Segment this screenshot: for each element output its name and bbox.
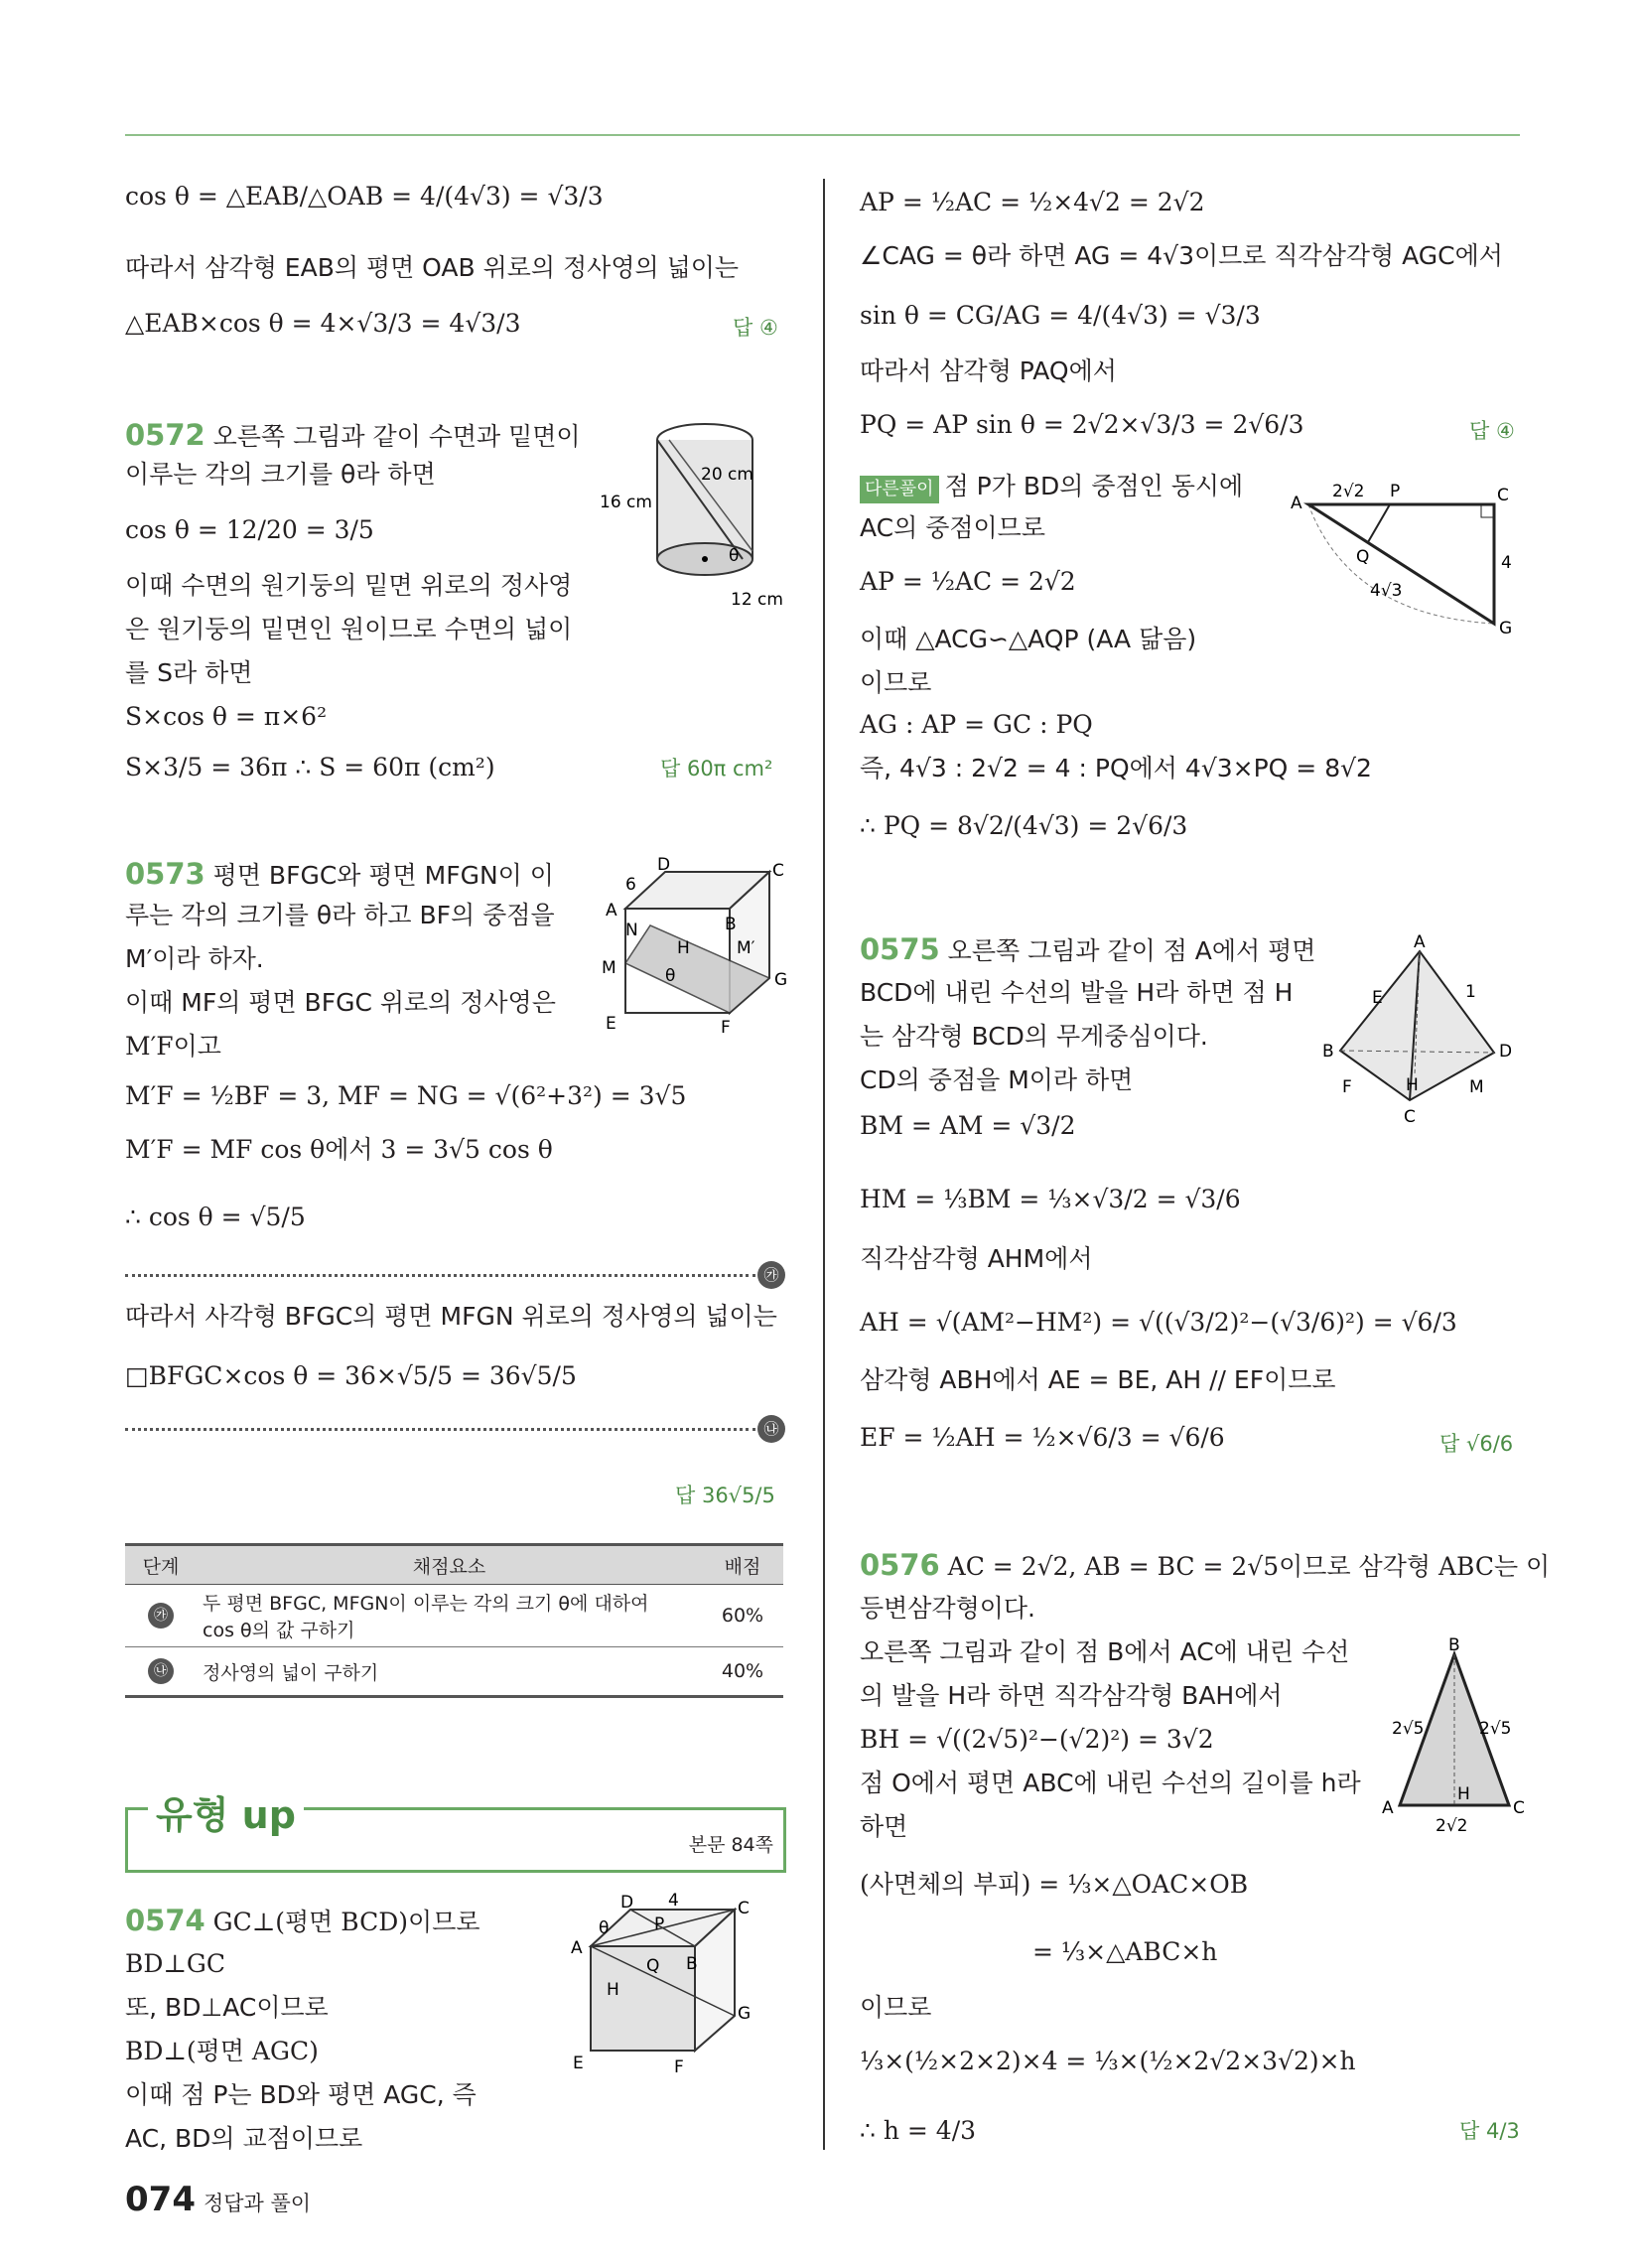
right-line: 하면: [860, 1812, 908, 1841]
table-row: ㉮ 두 평면 BFGC, MFGN이 이루는 각의 크기 θ에 대하여 cos θ의 값 구하기 60%: [125, 1585, 783, 1647]
fig-label: 4: [668, 1892, 679, 1911]
fig-label: C: [1404, 1107, 1416, 1127]
answer: 답 ④: [1469, 419, 1515, 443]
right-line: AG : AP = GC : PQ: [860, 710, 1093, 739]
right-line: AC의 중점이므로: [860, 513, 1045, 542]
right-line: (사면체의 부피) = ⅓×△OAC×OB: [860, 1870, 1249, 1899]
problem-0573: 0573 평면 BFGC와 평면 MFGN이 이: [125, 857, 554, 891]
tetrahedron-figure: [1320, 933, 1519, 1142]
fig-label: M′: [737, 938, 755, 958]
problem-0572: 0572 오른쪽 그림과 같이 수면과 밑면이: [125, 418, 581, 452]
right-line: ∴ PQ = 8√2/(4√3) = 2√6/3: [860, 811, 1188, 840]
right-line: 직각삼각형 AHM에서: [860, 1244, 1093, 1273]
fig-label: H: [677, 938, 690, 958]
right-line: 는 삼각형 BCD의 무게중심이다.: [860, 1022, 1208, 1051]
right-line: 점 O에서 평면 ABC에 내린 수선의 길이를 h라: [860, 1769, 1361, 1797]
fig-label: P: [1390, 482, 1401, 501]
fig-label: 2√5: [1479, 1719, 1512, 1739]
triangle-figure: [1291, 467, 1529, 636]
right-line: 오른쪽 그림과 같이 점 B에서 AC에 내린 수선: [860, 1637, 1350, 1666]
left-line: M′F = MF cos θ에서 3 = 3√5 cos θ: [125, 1135, 553, 1164]
fig-label: E: [606, 1014, 616, 1034]
fig-label: N: [625, 921, 638, 940]
fig-label: A: [606, 901, 617, 921]
left-line: 이때 MF의 평면 BFGC 위로의 정사영은: [125, 988, 556, 1017]
right-line: 즉, 4√3 : 2√2 = 4 : PQ에서 4√3×PQ = 8√2: [860, 754, 1372, 782]
left-line: BD⊥GC: [125, 1949, 226, 1978]
fig-label: F: [674, 2057, 684, 2077]
fig-label: θ: [665, 966, 676, 986]
right-line: AP = ½AC = ½×4√2 = 2√2: [860, 188, 1205, 216]
fig-label: M: [602, 958, 616, 978]
column-divider: [823, 179, 825, 2150]
fig-label: B: [1322, 1042, 1334, 1062]
answer: 답 36√5/5: [675, 1484, 775, 1507]
fig-label: G: [738, 2004, 752, 2024]
left-line: M′F이고: [125, 1032, 221, 1061]
top-rule: [125, 134, 1520, 136]
left-line: ∴ cos θ = √5/5: [125, 1203, 306, 1231]
dotted-divider: [125, 1274, 755, 1277]
right-line: EF = ½AH = ½×√6/3 = √6/6: [860, 1423, 1225, 1452]
fig-label: 16 cm: [600, 493, 652, 512]
fig-label: 4√3: [1370, 581, 1403, 601]
right-line: 이므로: [860, 668, 932, 697]
answer: 답 4/3: [1459, 2119, 1520, 2143]
left-line: 이때 수면의 원기둥의 밑면 위로의 정사영: [125, 571, 573, 600]
answer: 답 ④: [733, 316, 778, 340]
fig-label: D: [1499, 1042, 1513, 1062]
left-line: 또, BD⊥AC이므로: [125, 1993, 329, 2022]
cube2-figure: [551, 1892, 754, 2080]
section-ref: 본문 84쪽: [688, 1834, 773, 1856]
right-line: BM = AM = √3/2: [860, 1111, 1076, 1140]
right-line: ⅓×(½×2×2)×4 = ⅓×(½×2√2×3√2)×h: [860, 2047, 1356, 2075]
right-line: 다른풀이 점 P가 BD의 중점인 동시에: [860, 469, 1243, 504]
fig-label: H: [607, 1980, 619, 2000]
fig-label: D: [657, 855, 671, 875]
left-line: 를 S라 하면: [125, 658, 253, 687]
fig-label: C: [1513, 1798, 1525, 1818]
footer: [125, 2180, 311, 2219]
right-line: CD의 중점을 M이라 하면: [860, 1065, 1134, 1094]
fig-label: 2√5: [1392, 1719, 1425, 1739]
fig-label: θ: [729, 546, 740, 566]
table-header: 채점요소: [197, 1545, 702, 1585]
right-line: BH = √((2√5)²−(√2)²) = 3√2: [860, 1725, 1214, 1754]
left-line: □BFGC×cos θ = 36×√5/5 = 36√5/5: [125, 1361, 577, 1390]
fig-label: C: [738, 1899, 750, 1918]
fig-label: B: [686, 1954, 698, 1974]
right-line: AP = ½AC = 2√2: [860, 567, 1076, 596]
fig-label: A: [1382, 1798, 1394, 1818]
right-line: 따라서 삼각형 PAQ에서: [860, 356, 1117, 385]
fig-label: F: [1342, 1077, 1352, 1097]
right-line: 의 발을 H라 하면 직각삼각형 BAH에서: [860, 1681, 1283, 1710]
right-line: 등변삼각형이다.: [860, 1594, 1035, 1623]
left-line: 은 원기둥의 밑면인 원이므로 수면의 넓이: [125, 615, 573, 643]
left-line: M′이라 하자.: [125, 944, 264, 973]
fig-label: 4: [1501, 553, 1512, 573]
fig-label: θ: [599, 1918, 610, 1938]
left-line: M′F = ½BF = 3, MF = NG = √(6²+3²) = 3√5: [125, 1081, 687, 1110]
right-line: 이때 △ACG∽△AQP (AA 닮음): [860, 625, 1197, 653]
fig-label: B: [1448, 1636, 1460, 1655]
cube1-figure: [596, 854, 794, 1038]
right-line: ∴ h = 4/3: [860, 2116, 977, 2145]
table-header: 배점: [702, 1545, 783, 1585]
left-line: S×3/5 = 36π ∴ S = 60π (cm²): [125, 753, 495, 781]
fig-label: G: [774, 970, 788, 990]
fig-label: H: [1406, 1075, 1419, 1095]
fig-label: 2√2: [1436, 1816, 1468, 1836]
fig-label: H: [1457, 1784, 1470, 1804]
right-line: HM = ⅓BM = ⅓×√3/2 = √3/6: [860, 1185, 1241, 1213]
fig-label: A: [1414, 933, 1426, 952]
left-line: 이루는 각의 크기를 θ라 하면: [125, 460, 436, 489]
answer: 답 60π cm²: [660, 757, 773, 780]
left-line: AC, BD의 교점이므로: [125, 2124, 363, 2153]
fig-label: Q: [646, 1956, 660, 1976]
fig-label: C: [772, 861, 784, 881]
fig-label: G: [1499, 619, 1513, 636]
marker-ga: ㉮: [757, 1261, 785, 1289]
fig-label: B: [725, 915, 737, 934]
fig-label: 6: [625, 875, 636, 895]
scoring-table: [125, 1543, 783, 1698]
left-line: cos θ = 12/20 = 3/5: [125, 515, 374, 544]
dotted-divider: [125, 1428, 755, 1431]
problem-0576: 0576 AC = 2√2, AB = BC = 2√5이므로 삼각형 ABC는 이: [860, 1548, 1551, 1582]
table-row: ㉯ 정사영의 넓이 구하기 40%: [125, 1647, 783, 1697]
fig-label: M: [1469, 1077, 1484, 1097]
isosceles-figure: [1380, 1636, 1529, 1845]
right-line: sin θ = CG/AG = 4/(4√3) = √3/3: [860, 301, 1261, 330]
left-line: 이때 점 P는 BD와 평면 AGC, 즉: [125, 2080, 477, 2109]
left-line: cos θ = △EAB/△OAB = 4/(4√3) = √3/3: [125, 182, 604, 211]
fig-label: 20 cm: [701, 465, 753, 485]
marker-na: ㉯: [757, 1415, 785, 1443]
footer-label: 정답과 풀이: [203, 2192, 312, 2215]
answer: 답 √6/6: [1439, 1432, 1514, 1456]
fig-label: 2√2: [1332, 482, 1365, 501]
fig-label: E: [573, 2054, 584, 2073]
right-line: 이므로: [860, 1993, 932, 2022]
fig-label: 1: [1465, 982, 1476, 1002]
fig-label: E: [1372, 988, 1383, 1008]
fig-label: F: [721, 1018, 731, 1038]
right-line: ∠CAG = θ라 하면 AG = 4√3이므로 직각삼각형 AGC에서: [860, 241, 1503, 270]
section-header: [125, 1793, 786, 1873]
table-header: 단계: [125, 1545, 197, 1585]
left-line: S×cos θ = π×6²: [125, 702, 328, 731]
left-line: 따라서 사각형 BFGC의 평면 MFGN 위로의 정사영의 넓이는: [125, 1302, 777, 1331]
fig-label: P: [654, 1914, 665, 1934]
fig-label: 12 cm: [731, 590, 783, 610]
right-line: = ⅓×△ABC×h: [1032, 1937, 1218, 1966]
section-title: 유형 up: [148, 1784, 304, 1839]
right-line: BCD에 내린 수선의 발을 H라 하면 점 H: [860, 978, 1294, 1007]
right-line: 삼각형 ABH에서 AE = BE, AH // EF이므로: [860, 1365, 1336, 1394]
fig-label: C: [1497, 486, 1509, 505]
page-number: 074: [125, 2180, 196, 2219]
problem-0575: 0575 오른쪽 그림과 같이 점 A에서 평면: [860, 932, 1316, 966]
left-line: 따라서 삼각형 EAB의 평면 OAB 위로의 정사영의 넓이는: [125, 253, 740, 282]
cylinder-figure: [596, 412, 789, 616]
problem-0574: 0574 GC⊥(평면 BCD)이므로: [125, 1904, 480, 1937]
fig-label: Q: [1356, 547, 1370, 567]
left-line: △EAB×cos θ = 4×√3/3 = 4√3/3: [125, 309, 521, 338]
fig-label: A: [571, 1938, 583, 1958]
left-line: BD⊥(평면 AGC): [125, 2037, 319, 2065]
fig-label: D: [620, 1893, 634, 1913]
left-line: 루는 각의 크기를 θ라 하고 BF의 중점을: [125, 901, 555, 929]
right-line: AH = √(AM²−HM²) = √((√3/2)²−(√3/6)²) = √6/3: [860, 1308, 1457, 1337]
fig-label: A: [1291, 494, 1302, 513]
right-line: PQ = AP sin θ = 2√2×√3/3 = 2√6/3: [860, 410, 1304, 439]
